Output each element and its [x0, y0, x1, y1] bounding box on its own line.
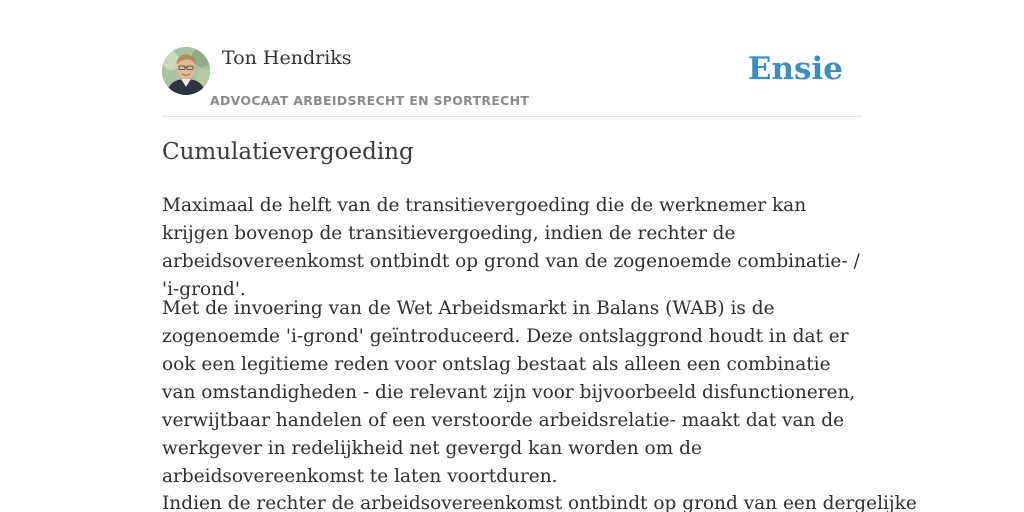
article-paragraph: Maximaal de helft van de transitievergoeding die de werknemer kan krijgen bovenop de transitievergoeding, indien de rechter de arbeidsovereenkomst ontbindt op grond van de zogenoemde combinatie- / 'i-grond'. — [162, 195, 860, 300]
author-avatar[interactable] — [162, 47, 210, 95]
article-paragraph: Indien de rechter de arbeidsovereenkomst ontbindt op grond van een dergelijke — [162, 493, 917, 512]
article-title: Cumulatievergoeding — [162, 139, 414, 165]
author-name[interactable]: Ton Hendriks — [222, 47, 352, 69]
author-role: ADVOCAAT ARBEIDSRECHT EN SPORTRECHT — [210, 93, 530, 108]
brand-logo[interactable]: Ensie — [747, 51, 843, 87]
article-paragraph: Met de invoering van de Wet Arbeidsmarkt in Balans (WAB) is de zogenoemde 'i-grond' geïntroduceerd. Deze ontslaggrond houdt in dat er ook een legitieme reden voor ontslag bestaat als alleen een combinatie van omstandigheden - die relevant zijn voor bijvoorbeeld disfunctioneren, verwijtbaar handelen of een verstoorde arbeidsrelatie- maakt dat van de werkgever in redelijkheid net gevergd kan worden om de arbeidsovereenkomst te laten voortduren. — [162, 298, 856, 487]
article-header — [162, 46, 862, 117]
person-photo-icon — [162, 47, 210, 95]
